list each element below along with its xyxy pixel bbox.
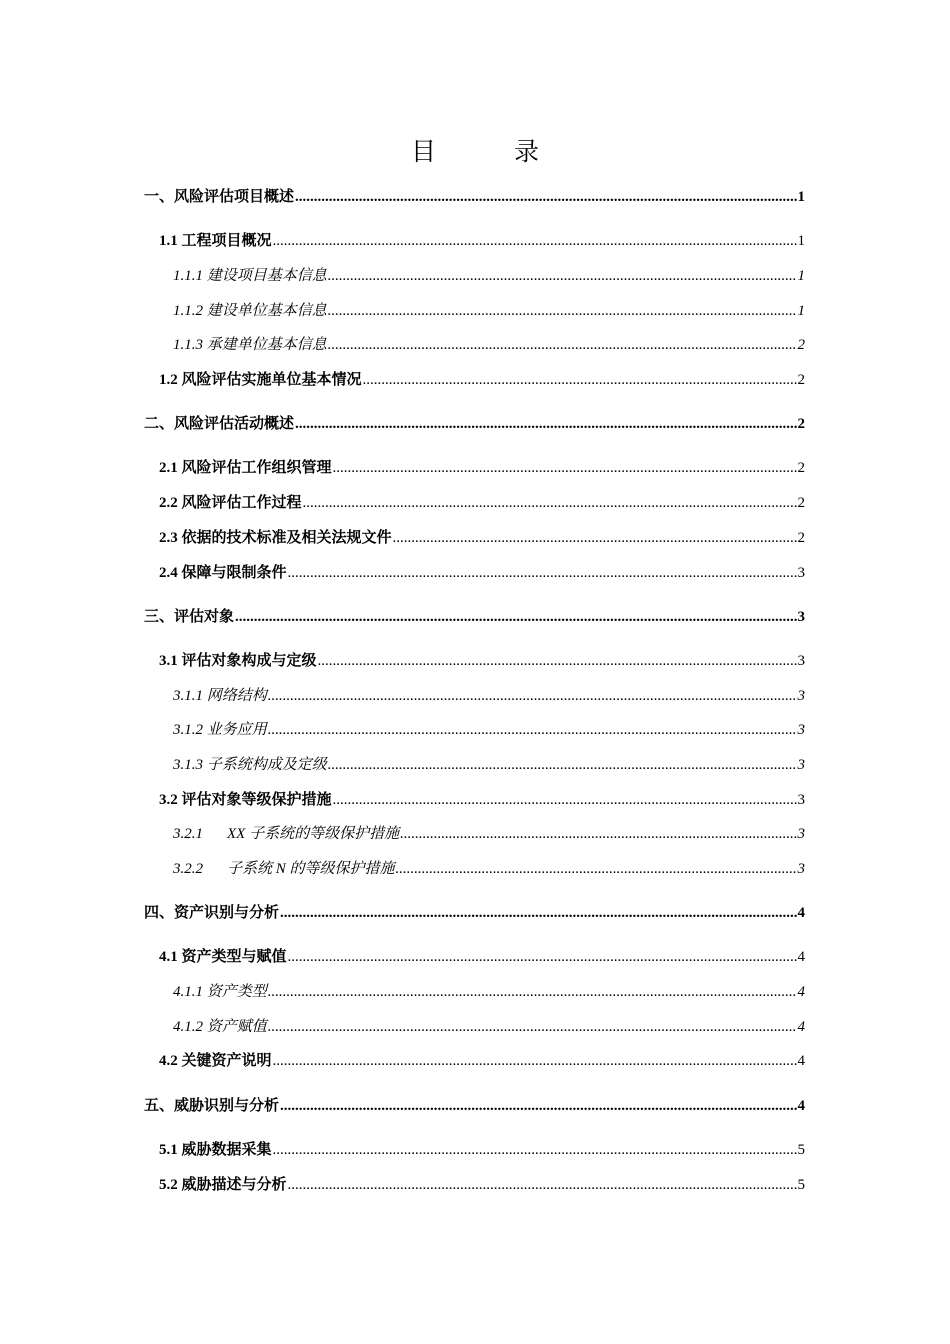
toc-leader-dots — [273, 230, 797, 252]
toc-entry[interactable] — [173, 981, 805, 1003]
toc-entry-number: 5.2 — [159, 1177, 182, 1193]
toc-page-number: 3 — [797, 653, 805, 669]
toc-entry-number: 3.1.1 — [173, 688, 207, 704]
toc-page-number: 3 — [797, 688, 805, 704]
title-char-1: 目 — [410, 137, 436, 166]
toc-entry[interactable] — [173, 719, 805, 741]
toc-entry-label — [159, 789, 332, 811]
toc-entry[interactable] — [173, 265, 805, 287]
toc-entry-label — [159, 230, 272, 252]
toc-entry[interactable] — [159, 789, 805, 811]
toc-entry-text: 工程项目概况 — [181, 233, 272, 249]
toc-entry-text: 网络结构 — [206, 688, 267, 704]
toc-entry-text: 保障与限制条件 — [181, 565, 287, 581]
toc-page-number: 3 — [797, 609, 805, 625]
toc-entry-label — [159, 1139, 272, 1161]
toc-leader-dots — [288, 946, 797, 968]
page-title — [0, 132, 950, 168]
toc-page-number: 1 — [797, 189, 805, 205]
toc-entry-number: 三、 — [144, 609, 175, 625]
toc-leader-dots — [328, 754, 797, 776]
toc-entry-label — [159, 946, 287, 968]
toc-leader-dots — [280, 1095, 796, 1117]
toc-page-number: 3 — [797, 861, 805, 877]
toc-entry-number: 2.2 — [159, 495, 182, 511]
toc-leader-dots — [318, 650, 797, 672]
toc-leader-dots — [280, 902, 796, 924]
toc-entry-label — [159, 562, 287, 584]
toc-entry-number: 4.1 — [159, 949, 182, 965]
toc-entry[interactable] — [144, 413, 805, 435]
toc-leader-dots — [328, 300, 797, 322]
toc-entry-label — [159, 369, 362, 391]
toc-entry-number: 4.1.2 — [173, 1019, 207, 1035]
toc-entry-number: 1.1.3 — [173, 337, 207, 353]
toc-leader-dots — [363, 369, 797, 391]
toc-entry-number: 二、 — [144, 416, 175, 432]
toc-entry-text: 威胁识别与分析 — [174, 1098, 280, 1114]
toc-entry-number: 四、 — [144, 905, 175, 921]
toc-page-number: 4 — [797, 1053, 805, 1069]
toc-entry-number: 3.1.2 — [173, 722, 207, 738]
toc-entry-number: 1.1.1 — [173, 268, 207, 284]
toc-entry[interactable] — [173, 685, 805, 707]
toc-entry-label — [173, 334, 327, 356]
toc-page-number: 1 — [797, 268, 805, 284]
toc-page-number: 4 — [797, 1019, 805, 1035]
toc-page-number: 5 — [797, 1142, 805, 1158]
toc-entry-label — [173, 719, 267, 741]
toc-entry-label — [159, 1174, 287, 1196]
toc-leader-dots — [268, 981, 797, 1003]
toc-entry-text: 风险评估工作过程 — [181, 495, 302, 511]
toc-entry-text: 评估对象 — [174, 609, 235, 625]
toc-entry-text: 承建单位基本信息 — [206, 337, 327, 353]
toc-entry[interactable] — [159, 230, 805, 252]
toc-entry-label — [159, 650, 317, 672]
toc-entry-number: 3.1 — [159, 653, 182, 669]
toc-entry-text: 威胁数据采集 — [181, 1142, 272, 1158]
toc-entry-number: 2.4 — [159, 565, 182, 581]
toc-leader-dots — [295, 186, 796, 208]
toc-leader-dots — [273, 1139, 797, 1161]
toc-entry-number: 一、 — [144, 189, 175, 205]
toc-entry[interactable] — [159, 1050, 805, 1072]
toc-entry[interactable] — [173, 858, 805, 880]
toc-entry-text: 资产识别与分析 — [174, 905, 280, 921]
toc-entry-number: 1.2 — [159, 372, 182, 388]
toc-entry[interactable] — [144, 606, 805, 628]
toc-entry-text: 资产类型与赋值 — [181, 949, 287, 965]
toc-entry-text: 业务应用 — [206, 722, 267, 738]
toc-entry-label — [159, 1050, 272, 1072]
toc-entry-label — [144, 1095, 279, 1117]
toc-entry[interactable] — [173, 754, 805, 776]
toc-entry[interactable] — [159, 369, 805, 391]
toc-page-number: 2 — [797, 337, 805, 353]
toc-entry-label — [173, 858, 395, 880]
toc-entry-number: 1.1.2 — [173, 303, 207, 319]
toc-leader-dots — [328, 334, 797, 356]
toc-entry-text: 评估对象等级保护措施 — [181, 792, 332, 808]
toc-leader-dots — [288, 562, 797, 584]
toc-leader-dots — [333, 789, 797, 811]
toc-entry[interactable] — [144, 1095, 805, 1117]
toc-entry-number: 4.2 — [159, 1053, 182, 1069]
toc-page-number: 2 — [797, 416, 805, 432]
toc-entry[interactable] — [159, 1174, 805, 1196]
toc-entry-text: 子系统构成及定级 — [206, 757, 327, 773]
toc-entry-number: 1.1 — [159, 233, 182, 249]
toc-page-number: 4 — [797, 949, 805, 965]
toc-page-number: 3 — [797, 565, 805, 581]
toc-entry-text: 风险评估工作组织管理 — [181, 460, 332, 476]
toc-page-number: 2 — [797, 530, 805, 546]
toc-entry[interactable] — [159, 527, 805, 549]
toc-page-number: 3 — [797, 826, 805, 842]
toc-entry[interactable] — [159, 457, 805, 479]
toc-leader-dots — [273, 1050, 797, 1072]
toc-entry-number: 2.3 — [159, 530, 182, 546]
toc-entry-number: 4.1.1 — [173, 984, 207, 1000]
toc-page-number: 2 — [797, 372, 805, 388]
toc-entry-text: 建设单位基本信息 — [206, 303, 327, 319]
toc-entry-label — [173, 823, 399, 845]
toc-entry-number: 2.1 — [159, 460, 182, 476]
toc-entry[interactable] — [144, 902, 805, 924]
toc-entry-number: 3.2.2 — [173, 861, 203, 877]
toc-leader-dots — [268, 719, 797, 741]
toc-entry[interactable] — [173, 300, 805, 322]
toc-page-number: 5 — [797, 1177, 805, 1193]
toc-page-number: 1 — [797, 303, 805, 319]
toc-entry-text: 建设项目基本信息 — [206, 268, 327, 284]
toc-entry-label — [144, 413, 294, 435]
title-char-2: 录 — [514, 137, 540, 166]
toc-page-number: 4 — [797, 1098, 805, 1114]
toc-page-number: 2 — [797, 495, 805, 511]
toc-entry-text: 依据的技术标准及相关法规文件 — [181, 530, 392, 546]
toc-entry[interactable] — [144, 186, 805, 208]
toc-page-number: 3 — [797, 757, 805, 773]
toc-page-number: 3 — [797, 792, 805, 808]
toc-entry-text: 风险评估活动概述 — [174, 416, 295, 432]
toc-entry-text: 风险评估项目概述 — [174, 189, 295, 205]
toc-entry-text: XX 子系统的等级保护措施 — [227, 826, 400, 842]
toc-leader-dots — [303, 492, 797, 514]
toc-entry-number: 五、 — [144, 1098, 175, 1114]
toc-page-number: 4 — [797, 905, 805, 921]
toc-entry-text: 资产赋值 — [206, 1019, 267, 1035]
toc-entry-number: 3.1.3 — [173, 757, 207, 773]
toc-page-number: 3 — [797, 722, 805, 738]
toc-leader-dots — [393, 527, 797, 549]
toc-entry-label — [144, 186, 294, 208]
toc-entry-text: 子系统 N 的等级保护措施 — [227, 861, 395, 877]
toc-leader-dots — [400, 823, 796, 845]
toc-leader-dots — [235, 606, 796, 628]
toc-entry-label — [173, 300, 327, 322]
toc-entry-text: 关键资产说明 — [181, 1053, 272, 1069]
toc-leader-dots — [295, 413, 796, 435]
toc-page-number: 1 — [797, 233, 805, 249]
toc-entry-label — [159, 457, 332, 479]
toc-page-number: 4 — [797, 984, 805, 1000]
toc-entry-number: 3.2.1 — [173, 826, 203, 842]
toc-leader-dots — [288, 1174, 797, 1196]
toc-entry-label — [173, 981, 267, 1003]
toc-entry-text: 威胁描述与分析 — [181, 1177, 287, 1193]
toc-entry[interactable] — [159, 562, 805, 584]
toc-leader-dots — [396, 858, 797, 880]
toc-page-number: 2 — [797, 460, 805, 476]
toc-entry-text: 风险评估实施单位基本情况 — [181, 372, 362, 388]
toc-entry[interactable] — [159, 1139, 805, 1161]
toc-entry[interactable] — [173, 334, 805, 356]
toc-entry-number: 3.2 — [159, 792, 182, 808]
toc-leader-dots — [268, 1016, 797, 1038]
toc-entry[interactable] — [173, 1016, 805, 1038]
toc-entry-label — [159, 527, 392, 549]
toc-entry[interactable] — [173, 823, 805, 845]
toc-entry-label — [173, 265, 327, 287]
toc-leader-dots — [333, 457, 797, 479]
toc-entry-label — [173, 685, 267, 707]
toc-entry[interactable] — [159, 650, 805, 672]
toc-entry-label — [173, 1016, 267, 1038]
toc-entry-number: 5.1 — [159, 1142, 182, 1158]
toc-entry-label — [144, 606, 234, 628]
toc-leader-dots — [328, 265, 797, 287]
toc-entry-text: 评估对象构成与定级 — [181, 653, 317, 669]
toc-entry-label — [159, 492, 302, 514]
toc-entry-label — [173, 754, 327, 776]
toc-entry-label — [144, 902, 279, 924]
toc-entry[interactable] — [159, 492, 805, 514]
toc-entry-text: 资产类型 — [206, 984, 267, 1000]
toc-leader-dots — [268, 685, 797, 707]
toc-entry[interactable] — [159, 946, 805, 968]
